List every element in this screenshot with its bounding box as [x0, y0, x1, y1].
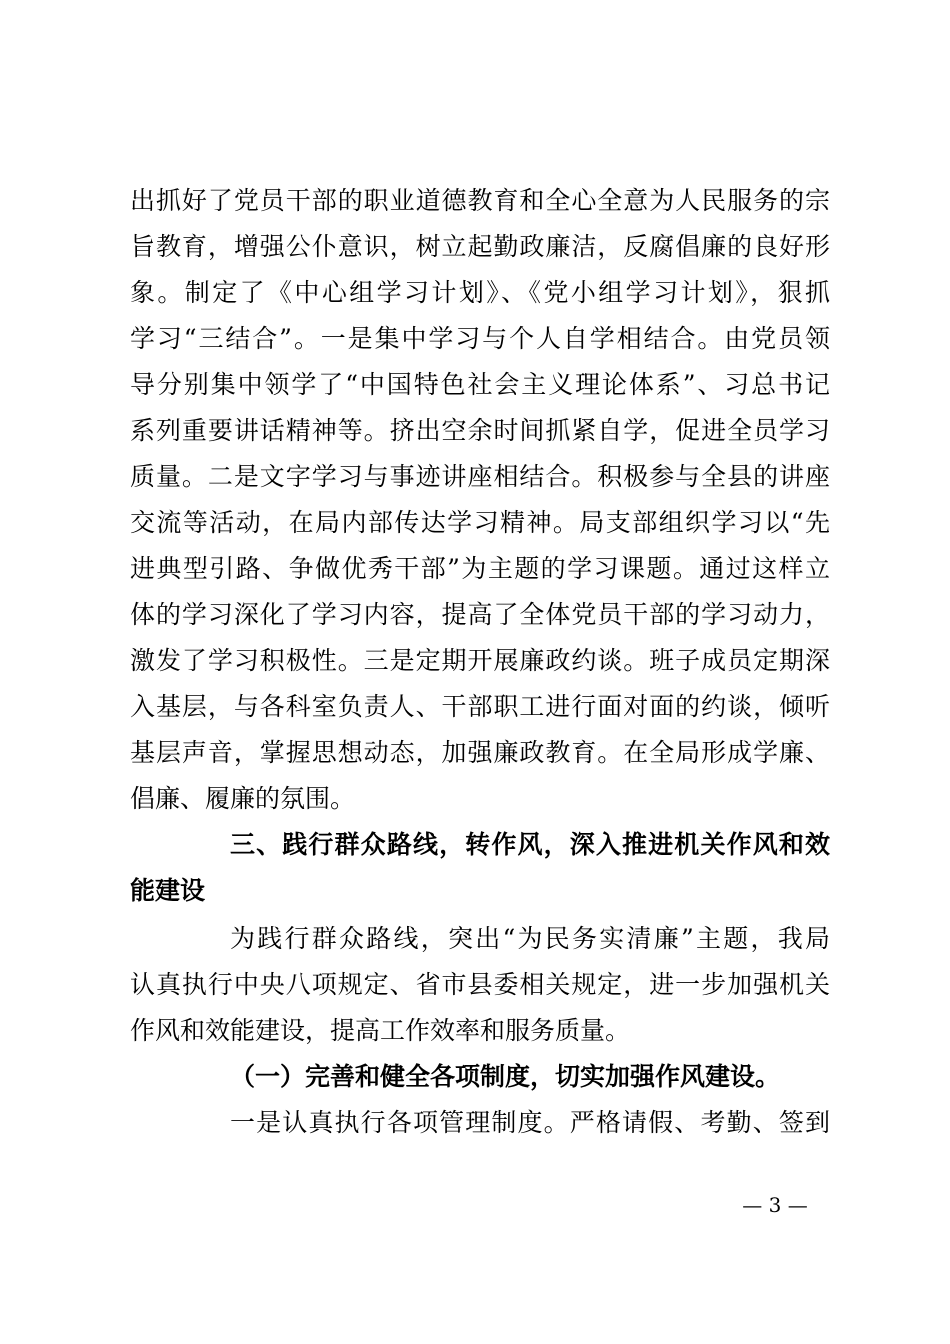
para2-line-3: 作风和效能建设，提高工作效率和服务质量。: [130, 1016, 631, 1045]
body-line-3: 象。制定了《中心组学习计划》、《党小组学习计划》，狠抓: [130, 278, 830, 307]
body-line-2: 旨教育，增强公仆意识，树立起勤政廉洁，反腐倡廉的良好形: [130, 232, 830, 261]
section-heading-line-1: 三、践行群众路线，转作风，深入推进机关作风和效: [230, 830, 830, 859]
para3-line-1: 一是认真执行各项管理制度。严格请假、考勤、签到: [230, 1108, 830, 1137]
body-line-10: 体的学习深化了学习内容，提高了全体党员干部的学习动力，: [130, 600, 830, 629]
body-line-4: 学习“三结合”。一是集中学习与个人自学相结合。由党员领: [130, 324, 830, 353]
section-heading-line-2: 能建设: [130, 876, 206, 905]
body-line-12: 入基层，与各科室负责人、干部职工进行面对面的约谈，倾听: [130, 692, 830, 721]
para2-line-1: 为践行群众路线，突出“为民务实清廉”主题，我局: [230, 924, 830, 953]
page-number: — 3 —: [742, 1193, 808, 1217]
body-line-9: 进典型引路、争做优秀干部”为主题的学习课题。通过这样立: [130, 554, 830, 583]
subheading: （一）完善和健全各项制度，切实加强作风建设。: [230, 1062, 781, 1091]
body-line-14: 倡廉、履廉的氛围。: [130, 784, 356, 813]
para2-line-2: 认真执行中央八项规定、省市县委相关规定，进一步加强机关: [130, 970, 830, 999]
body-line-6: 系列重要讲话精神等。挤出空余时间抓紧自学，促进全员学习: [130, 416, 830, 445]
body-line-7: 质量。二是文字学习与事迹讲座相结合。积极参与全县的讲座: [130, 462, 830, 491]
body-line-5: 导分别集中领学了“中国特色社会主义理论体系”、习总书记: [130, 370, 830, 399]
body-line-8: 交流等活动，在局内部传达学习精神。局支部组织学习以“先: [130, 508, 830, 537]
body-line-1: 出抓好了党员干部的职业道德教育和全心全意为人民服务的宗: [130, 186, 830, 215]
body-line-11: 激发了学习积极性。三是定期开展廉政约谈。班子成员定期深: [130, 646, 830, 675]
body-line-13: 基层声音，掌握思想动态，加强廉政教育。在全局形成学廉、: [130, 738, 830, 767]
